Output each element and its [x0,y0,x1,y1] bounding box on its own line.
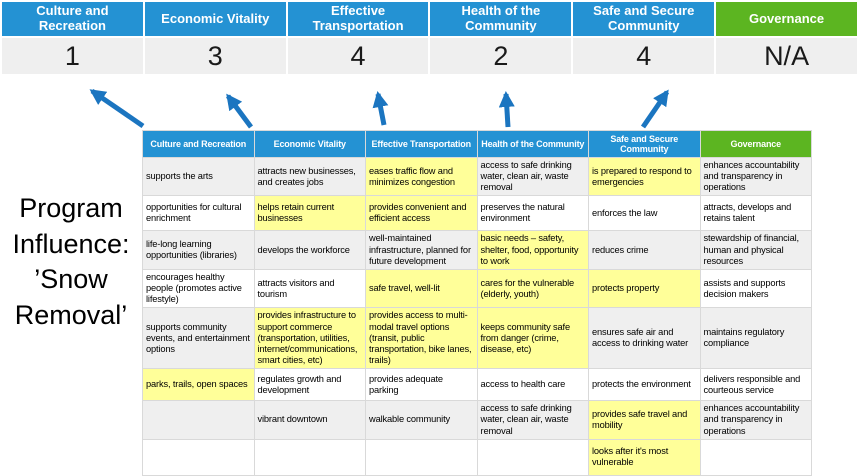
matrix-cell [366,439,478,475]
matrix-row-1 [143,158,812,196]
matrix-cell: attracts, develops and retains talent [700,196,812,231]
matrix-row-4 [143,269,812,307]
banner-header-effective-transportation: Effective Transportation [288,2,429,36]
matrix-cell: access to safe drinking water, clean air, waste removal [477,401,589,439]
matrix-cell: is prepared to respond to emergencies [589,158,701,196]
matrix-cell: provides access to multi-modal travel options (transit, public transportation, bike lanes, trails) [366,308,478,369]
matrix-column-header-5: Safe and Secure Community [589,131,701,158]
matrix-column-header-2: Economic Vitality [254,131,366,158]
matrix-cell: enhances accountability and transparency in operations [700,401,812,439]
matrix-cell: helps retain current businesses [254,196,366,231]
matrix-cell: protects property [589,269,701,307]
matrix-header-row [143,131,812,158]
score-culture-and-recreation: 1 [2,38,143,74]
matrix-column-header-4: Health of the Community [477,131,589,158]
matrix-cell: access to health care [477,369,589,401]
matrix-cell: regulates growth and development [254,369,366,401]
score-health-of-the-community: 2 [430,38,571,74]
matrix-cell: provides adequate parking [366,369,478,401]
matrix-cell [143,401,255,439]
matrix-cell: vibrant downtown [254,401,366,439]
matrix-cell: provides safe travel and mobility [589,401,701,439]
matrix-cell: walkable community [366,401,478,439]
matrix-cell: attracts new businesses, and creates jobs [254,158,366,196]
up-arrow-icon [643,92,667,127]
matrix-cell [477,439,589,475]
matrix-cell: opportunities for cultural enrichment [143,196,255,231]
score-economic-vitality: 3 [145,38,286,74]
matrix-row-3 [143,231,812,269]
banner-header-safe-and-secure-community: Safe and Secure Community [573,2,714,36]
matrix-cell: reduces crime [589,231,701,269]
matrix-cell [700,439,812,475]
matrix-row-7 [143,401,812,439]
matrix-cell: develops the workforce [254,231,366,269]
matrix-cell [254,439,366,475]
matrix-cell: well-maintained infrastructure, planned for future development [366,231,478,269]
matrix-cell [143,439,255,475]
matrix-cell: preserves the natural environment [477,196,589,231]
up-arrow-icon [506,94,508,127]
banner-header-economic-vitality: Economic Vitality [145,2,286,36]
title-line-1: Program Influence: [12,193,130,259]
matrix-cell: delivers responsible and courteous service [700,369,812,401]
matrix-row-6 [143,369,812,401]
matrix-cell: looks after it's most vulnerable [589,439,701,475]
up-arrow-icon [378,94,384,125]
matrix-cell: supports community events, and entertainment options [143,308,255,369]
matrix-cell: cares for the vulnerable (elderly, youth) [477,269,589,307]
up-arrow-icon [228,96,251,127]
matrix-cell: provides infrastructure to support commerce (transportation, utilities, internet/communications, smart cities, etc) [254,308,366,369]
matrix-cell: parks, trails, open spaces [143,369,255,401]
matrix-cell: supports the arts [143,158,255,196]
matrix-cell: provides convenient and efficient access [366,196,478,231]
banner-header-culture-and-recreation: Culture and Recreation [2,2,143,36]
matrix-cell: life-long learning opportunities (libraries) [143,231,255,269]
matrix-cell: ensures safe air and access to drinking water [589,308,701,369]
matrix-cell: keeps community safe from danger (crime, disease, etc) [477,308,589,369]
matrix-cell: eases traffic flow and minimizes congestion [366,158,478,196]
matrix-column-header-3: Effective Transportation [366,131,478,158]
matrix-cell: enforces the law [589,196,701,231]
banner-header-governance: Governance [716,2,857,36]
score-effective-transportation: 4 [288,38,429,74]
matrix-row-2 [143,196,812,231]
matrix-column-header-1: Culture and Recreation [143,131,255,158]
matrix-cell: maintains regulatory compliance [700,308,812,369]
matrix-body [143,158,812,476]
priority-banner [2,2,857,74]
banner-header-health-of-the-community: Health of the Community [430,2,571,36]
matrix-cell: safe travel, well-lit [366,269,478,307]
matrix-cell: encourages healthy people (promotes active lifestyle) [143,269,255,307]
matrix-cell: access to safe drinking water, clean air, waste removal [477,158,589,196]
score-governance: N/A [716,38,857,74]
matrix-row-8 [143,439,812,475]
title-line-2: ’Snow Removal’ [14,264,128,330]
matrix-cell: protects the environment [589,369,701,401]
score-safe-and-secure-community: 4 [573,38,714,74]
matrix-column-header-6: Governance [700,131,812,158]
matrix-cell: basic needs – safety, shelter, food, opportunity to work [477,231,589,269]
matrix-row-5 [143,308,812,369]
matrix-cell: stewardship of financial, human and physical resources [700,231,812,269]
matrix-cell: enhances accountability and transparency in operations [700,158,812,196]
matrix-cell: attracts visitors and tourism [254,269,366,307]
up-arrow-icon [92,91,143,126]
matrix-cell: assists and supports decision makers [700,269,812,307]
influence-matrix-table [142,130,812,476]
program-influence-title [0,191,142,334]
